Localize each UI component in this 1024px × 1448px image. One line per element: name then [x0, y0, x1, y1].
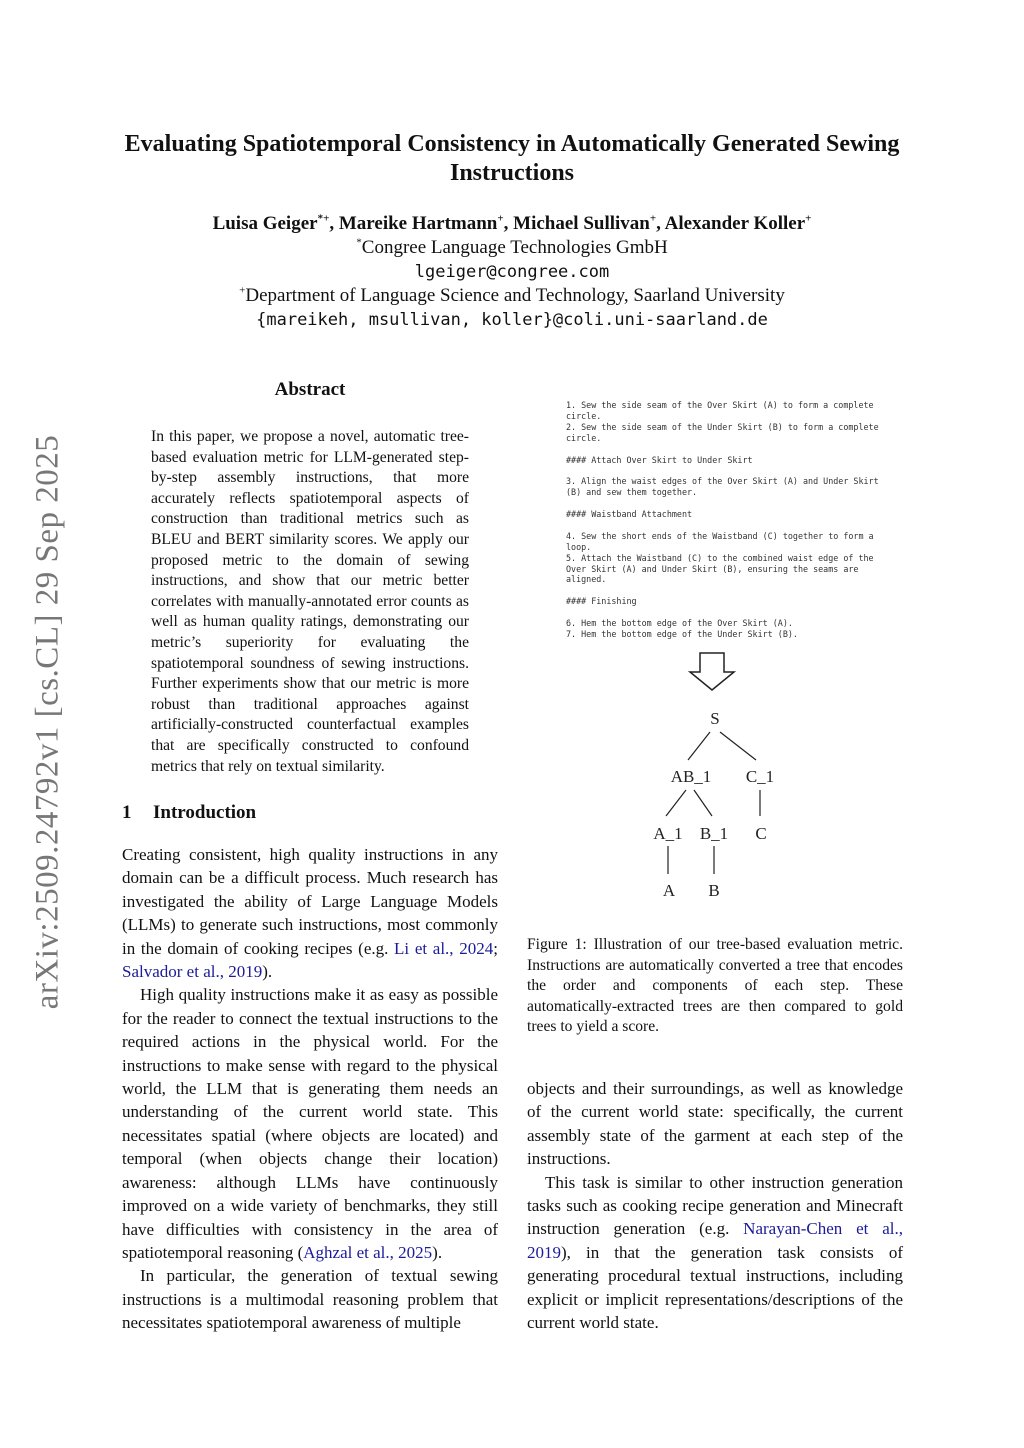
email-2: {mareikeh, msullivan, koller}@coli.uni-saarland.de: [256, 310, 768, 330]
paragraph-5-end: ), in that the generation task consists of generating procedural textual instructions, including explicit or implicit representations/descriptions of the current world state.: [527, 1242, 903, 1333]
paragraph-5-text: This task is similar to other instruction generation tasks such as cooking recipe generation and Minecraft instruction generation (e.g.: [527, 1172, 903, 1239]
author-2-marks: +: [497, 212, 504, 225]
abstract-heading: Abstract: [274, 379, 346, 400]
author-2: , Mareike Hartmann: [329, 213, 498, 234]
paragraph-2-text: High quality instructions make it as easy as possible for the reader to connect the textual instructions to the required actions in the physical world. For the instructions to make sense with regard to the physical world, the LLM that is generating them needs an understanding of the current world state. This necessitates spatial (where objects are located) and temporal (when objects change their location) awareness: although LLMs have continuously improved on a wide variety of benchmarks, they still have difficulties with consistency in the area of spatiotemporal reasoning (: [122, 985, 498, 1262]
affiliation-2: [110, 284, 914, 308]
instruction-gap: [566, 444, 896, 455]
tree-node-c: C: [755, 824, 767, 843]
figure-1-caption: Figure 1: Illustration of our tree-based evaluation metric. Instructions are automatically converted a tree that encodes the order and components of each step. These automatically-extracted trees are then compared to gold trees to yield a score.: [527, 936, 903, 1036]
author-names: [110, 212, 914, 236]
tree-node-a1: A_1: [653, 824, 683, 843]
author-4: , Alexander Koller: [656, 213, 806, 234]
instruction-line: Over Skirt (A) and Under Skirt (B), ensuring the seams are: [566, 563, 859, 574]
affiliation-1-text: Congree Language Technologies GmbH: [361, 237, 668, 258]
instruction-line: 2. Sew the side seam of the Under Skirt (B) to form a complete: [566, 421, 879, 432]
tree-node-b1: B_1: [699, 824, 729, 843]
author-3-marks: +: [649, 212, 657, 225]
citation-separator: ;: [493, 938, 498, 958]
author-1: Luisa Geiger: [212, 213, 318, 234]
instruction-line: 3. Align the waist edges of the Over Skirt (A) and Under Skirt: [566, 476, 879, 487]
figure-1-instructions: [566, 400, 896, 640]
paragraph-1-text: Creating consistent, high quality instructions in any domain can be a difficult process. Much research has investigated the ability of Large Language Models (LLMs) to generate such instructions, most commonly in the domain of cooking recipes (e.g.: [122, 845, 498, 958]
citation-narayan-chen-2019[interactable]: Narayan-Chen et al., 2019: [527, 1219, 903, 1262]
section-1-number: 1: [122, 802, 132, 823]
tree-edge: [666, 790, 686, 816]
tree-node-a: A: [662, 881, 676, 900]
figure-1-tree: [640, 650, 790, 910]
section-1-title: Introduction: [153, 802, 257, 823]
affiliation-2-mark: +: [239, 284, 246, 297]
tree-node-ab1: AB_1: [670, 767, 712, 786]
arxiv-identifier: [22, 422, 74, 1022]
tree-edge: [694, 790, 712, 816]
citation-aghzal-2025[interactable]: Aghzal et al., 2025: [303, 1242, 433, 1262]
citation-li-2024[interactable]: Li et al., 2024: [394, 938, 494, 958]
instruction-line: 1. Sew the side seam of the Over Skirt (A) to form a complete: [566, 400, 874, 410]
paragraph-2: [122, 983, 498, 1264]
tree-node-root: S: [710, 709, 720, 728]
instruction-line: (B) and sew them together.: [566, 487, 698, 498]
instruction-line: 7. Hem the bottom edge of the Under Skirt (B).: [566, 628, 798, 639]
paragraph-2-end: ).: [432, 1242, 443, 1262]
instruction-gap: [566, 520, 896, 531]
instruction-gap: [566, 607, 896, 618]
left-column-body: [122, 843, 498, 1335]
instruction-line: 5. Attach the Waistband (C) to the combined waist edge of the: [566, 552, 874, 563]
section-1-heading: [122, 802, 256, 824]
instruction-line: circle.: [566, 432, 602, 443]
instruction-gap: [566, 465, 896, 476]
paragraph-5: [527, 1171, 903, 1335]
instruction-line: aligned.: [566, 574, 607, 585]
paper-title: Evaluating Spatiotemporal Consistency in Automatically Generated Sewing Instructions: [124, 131, 900, 186]
instruction-gap: [566, 498, 896, 509]
email-1: lgeiger@congree.com: [414, 262, 610, 282]
instruction-heading: #### Attach Over Skirt to Under Skirt: [566, 454, 753, 465]
right-column-body: [527, 1077, 903, 1334]
instruction-line: 6. Hem the bottom edge of the Over Skirt (A).: [566, 618, 793, 629]
down-arrow-icon: [690, 653, 734, 690]
instruction-gap: [566, 585, 896, 596]
instruction-heading: #### Finishing: [566, 596, 637, 607]
author-block: [110, 212, 914, 332]
paragraph-4: objects and their surroundings, as well as knowledge of the current world state: specifically, the current assembly state of the garment at each step of the instructions.: [527, 1079, 903, 1169]
affiliation-1: [110, 236, 914, 260]
instruction-line: circle.: [566, 410, 602, 421]
paragraph-1: [122, 843, 498, 983]
paragraph-1-end: ).: [262, 962, 273, 982]
instruction-line: 4. Sew the short ends of the Waistband (C) together to form a: [566, 530, 874, 541]
instruction-line: loop.: [566, 541, 592, 552]
citation-salvador-2019[interactable]: Salvador et al., 2019: [122, 962, 263, 982]
arxiv-identifier-text: arXiv:2509.24792v1 [cs.CL] 29 Sep 2025: [29, 434, 66, 1010]
tree-node-c1: C_1: [745, 767, 775, 786]
tree-edge: [688, 732, 710, 760]
tree-node-b: B: [708, 881, 720, 900]
author-3: , Michael Sullivan: [503, 213, 650, 234]
affiliation-1-mark: *: [356, 236, 362, 249]
tree-edge: [720, 732, 756, 760]
paragraph-3: In particular, the generation of textual sewing instructions is a multimodal reasoning problem that necessitates spatiotemporal awareness of multiple: [122, 1266, 498, 1333]
instruction-heading: #### Waistband Attachment: [566, 509, 693, 520]
affiliation-2-text: Department of Language Science and Technology, Saarland University: [245, 285, 785, 306]
author-1-marks: *+: [317, 212, 330, 225]
abstract-text: In this paper, we propose a novel, automatic tree-based evaluation metric for LLM-generated step-by-step assembly instructions, that more accurately reflects spatiotemporal aspects of construction than traditional metrics such as BLEU and BERT similarity scores. We apply our proposed metric to the domain of sewing instructions, and show that our metric better correlates with manually-annotated error counts as well as human quality ratings, demonstrating our metric’s superiority for evaluating the spatiotemporal soundness of sewing instructions. Further experiments show that our metric is more robust than traditional approaches against artificially-constructed counterfactual examples that are specifically constructed to confound metrics that rely on textual similarity.: [151, 428, 469, 775]
author-4-marks: +: [805, 212, 812, 225]
